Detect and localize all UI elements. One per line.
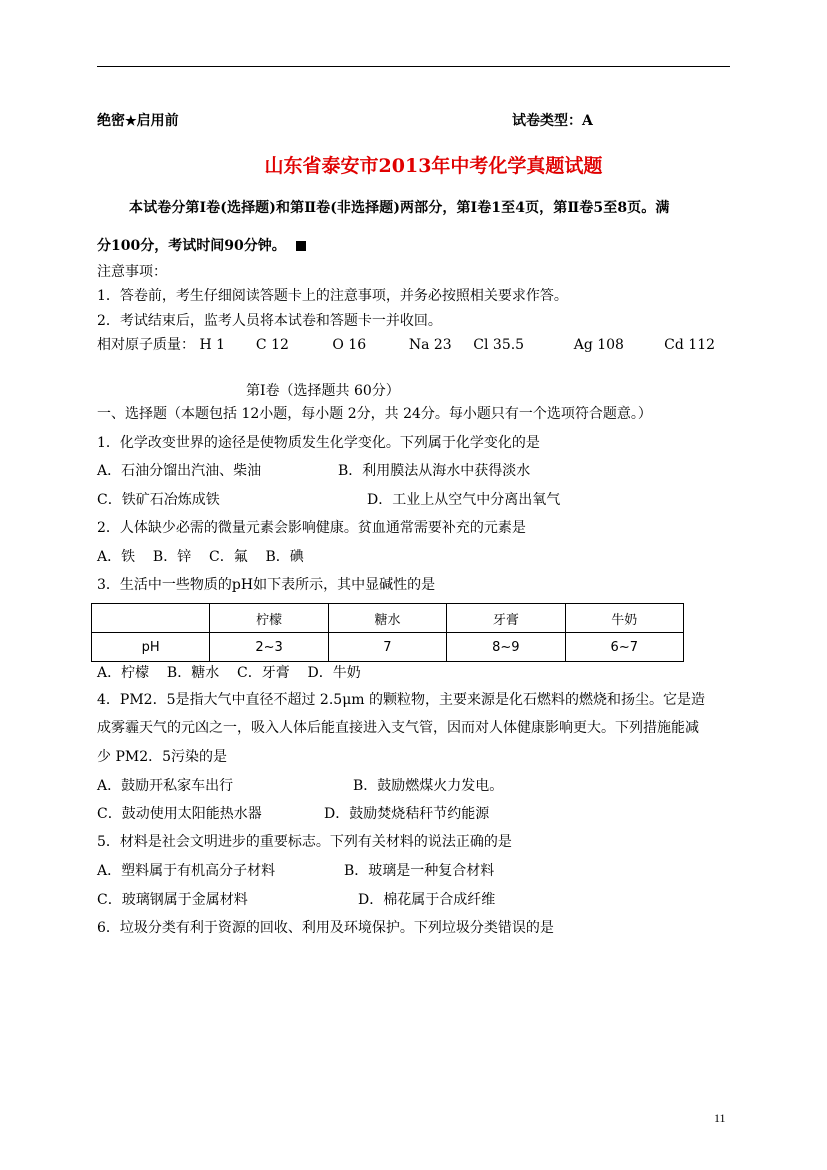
page-number: 11 [714,1111,726,1125]
intro-line-1: 本试卷分第Ⅰ卷(选择题)和第Ⅱ卷(非选择题)两部分，第Ⅰ卷1至4页，第Ⅱ卷5至8页。满 [129,200,670,216]
table-cell: 6~7 [565,633,683,662]
table-cell: 2~3 [210,633,328,662]
exam-title: 山东省泰安市2013年中考化学真题试题 [264,155,603,177]
q5-option-b: B．玻璃是一种复合材料 [344,863,495,879]
q4-option-b: B．鼓励燃煤火力发电。 [353,778,504,794]
intro-line-2: 分100分，考试时间90分钟。 [97,235,306,255]
q2-stem: 2．人体缺少必需的微量元素会影响健康。贫血通常需要补充的元素是 [97,520,526,536]
mass-item: Na 23 [408,337,452,353]
table-header-cell: 柠檬 [210,604,328,633]
mass-item: Cl 35.5 [473,337,525,353]
q3-options: A．柠檬 B．糖水 C．牙膏 D．牛奶 [97,665,361,681]
mass-item: H 1 [199,337,226,353]
q5-option-d: D．棉花属于合成纤维 [358,892,496,908]
q4-option-c: C．鼓动使用太阳能热水器 [97,806,262,822]
q4-stem-1: 4．PM2．5是指大气中直径不超过 2.5μm 的颗粒物，主要来源是化石燃料的燃烧和扬尘。它是造 [97,692,706,708]
table-cell: 8~9 [447,633,565,662]
table-row-label: pH [92,633,210,662]
table-header-cell: 糖水 [328,604,446,633]
q4-stem-3: 少 PM2．5污染的是 [97,749,228,765]
mass-item: C 12 [255,337,289,353]
note-item-1: 1．答卷前，考生仔细阅读答题卡上的注意事项，并务必按照相关要求作答。 [97,288,568,304]
table-cell: 7 [328,633,446,662]
q3-stem: 3．生活中一些物质的pH如下表所示，其中显碱性的是 [97,577,436,593]
mass-item: Ag 108 [573,337,624,353]
star-icon: ★ [125,114,137,129]
q1-option-a: A．石油分馏出汽油、柴油 [97,463,262,479]
q4-stem-2: 成雾霾天气的元凶之一，吸入人体后能直接进入支气管，因而对人体健康影响更大。下列措施能减 [97,720,699,736]
q5-stem: 5．材料是社会文明进步的重要标志。下列有关材料的说法正确的是 [97,834,512,850]
paper-type: 试卷类型：A [512,113,593,129]
section-instruction: 一、选择题（本题包括 12小题，每小题 2分，共 24分。每小题只有一个选项符合题意。） [97,406,652,422]
black-square-icon [296,241,306,251]
mass-item: Cd 112 [664,337,716,353]
notes-heading: 注意事项： [97,264,167,280]
table-row [92,633,684,662]
header-rule [97,66,730,67]
q1-stem: 1．化学改变世界的途径是使物质发生化学变化。下列属于化学变化的是 [97,435,540,451]
note-item-2: 2．考试结束后，监考人员将本试卷和答题卡一并收回。 [97,313,442,329]
table-header-cell: 牙膏 [447,604,565,633]
q5-option-a: A．塑料属于有机高分子材料 [97,863,276,879]
ph-table [91,603,684,662]
secret-label: 绝密★启用前 [97,113,179,129]
atomic-masses [97,336,715,354]
q1-option-d: D．工业上从空气中分离出氧气 [367,492,561,508]
table-row [92,604,684,633]
q4-option-a: A．鼓励开私家车出行 [97,778,234,794]
q2-options: A．铁 B．锌 C．氟 B．碘 [97,549,304,565]
q1-option-c: C．铁矿石冶炼成铁 [97,492,220,508]
q5-option-c: C．玻璃钢属于金属材料 [97,892,248,908]
mass-label: 相对原子质量： [97,337,195,353]
mass-item: O 16 [332,337,367,353]
q4-option-d: D．鼓励焚烧秸秆节约能源 [324,806,490,822]
q6-stem: 6．垃圾分类有利于资源的回收、利用及环境保护。下列垃圾分类错误的是 [97,920,554,936]
table-header-cell: 牛奶 [565,604,683,633]
q1-option-b: B．利用膜法从海水中获得淡水 [338,463,531,479]
table-header-cell [92,604,210,633]
section-title: 第Ⅰ卷（选择题共 60分） [246,383,400,399]
